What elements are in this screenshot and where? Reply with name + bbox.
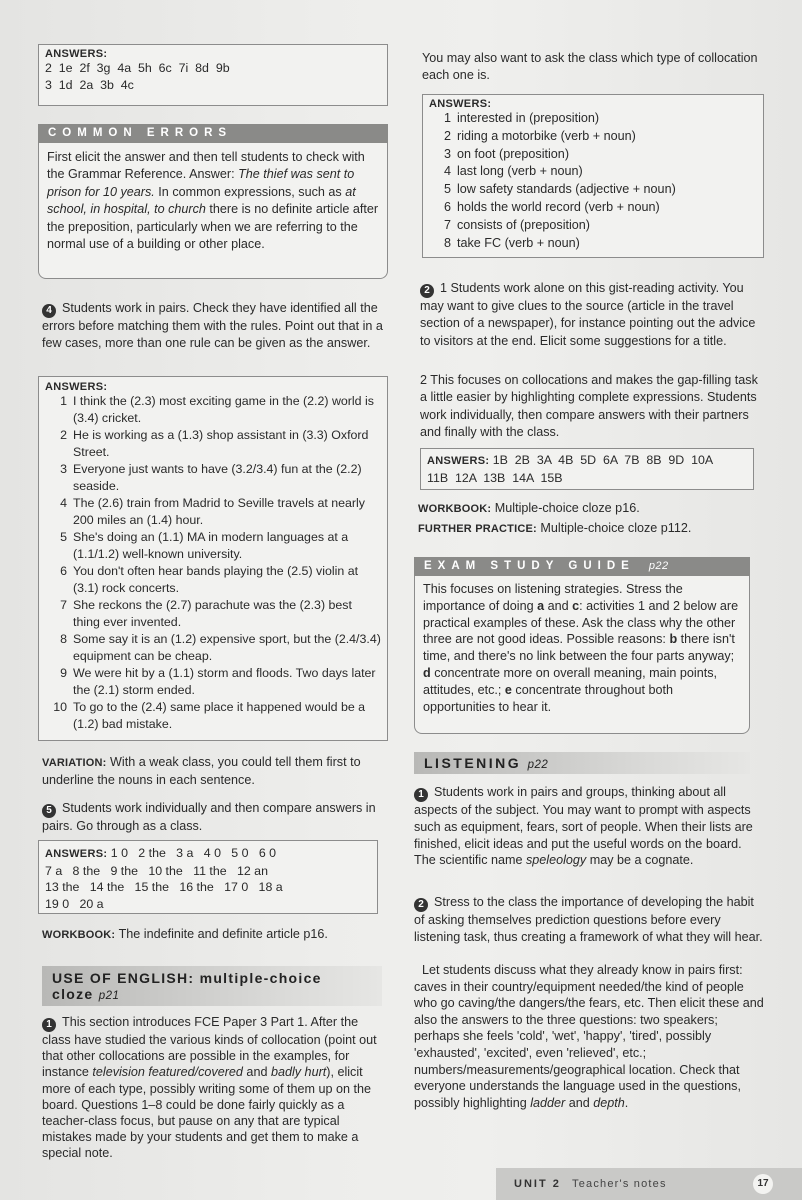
page-number: 17 [753, 1174, 773, 1194]
step-number-icon: 4 [42, 304, 56, 318]
answer-number: 6 [443, 199, 451, 214]
answers-list [429, 110, 757, 252]
answer-text: low safety standards (adjective + noun) [457, 182, 676, 197]
answer-text: She reckons the (2.7) parachute was the (2.3) best thing ever invented. [73, 598, 352, 629]
answer-item [429, 163, 757, 181]
answers-line: ANSWERS: 1B 2B 3A 4B 5D 6A 7B 8B 9D 10A [427, 453, 714, 467]
step-number-icon: 1 [414, 788, 428, 802]
answer-number: 3 [60, 462, 67, 476]
answer-item [45, 699, 381, 733]
further-practice-text: FURTHER PRACTICE: Multiple-choice cloze p112. [418, 521, 692, 535]
answers-heading: ANSWERS: [429, 98, 492, 110]
answer-number: 7 [60, 598, 67, 612]
answer-number: 1 [443, 111, 451, 125]
answer-number: 6 [60, 564, 67, 578]
footer-teachers-notes: Teacher's notes [572, 1178, 667, 1190]
answer-item [45, 393, 381, 427]
answer-text: interested in (preposition) [457, 111, 600, 125]
answer-text: take FC (verb + noun) [457, 235, 580, 250]
answer-text: We were hit by a (1.1) storm and floods. Two days later the (2.1) storm ended. [73, 666, 376, 697]
answer-number: 5 [443, 182, 451, 197]
answer-text: on foot (preposition) [457, 146, 570, 161]
workbook-left-text: WORKBOOK: The indefinite and definite article p16. [42, 927, 328, 941]
use-of-english-heading [42, 966, 382, 1006]
answer-item [429, 217, 757, 235]
answer-number: 4 [60, 496, 67, 510]
variation-text: VARIATION: With a weak class, you could tell them first to underline the nouns in each sentence. [42, 755, 361, 787]
answer-number: 1 [60, 394, 67, 408]
step-2-part-2-text: 2 This focuses on collocations and makes the gap-filling task a little easier by highlighting complete expressions. Students work individually, then compare answers with their partners and finally with the class. [420, 373, 758, 440]
answers-line: ANSWERS: 1 0 2 the 3 a 4 0 5 0 6 0 [45, 846, 277, 860]
answer-text: last long (verb + noun) [457, 164, 583, 179]
answer-number: 5 [60, 530, 67, 544]
footer-unit: UNIT 2 [514, 1178, 561, 1190]
answer-item [45, 631, 381, 665]
exam-study-guide-box [414, 576, 750, 734]
answer-item [429, 199, 757, 217]
answers-heading: ANSWERS: [45, 48, 108, 60]
answer-item [429, 181, 757, 199]
step-number-icon: 5 [42, 804, 56, 818]
answer-item [45, 495, 381, 529]
collocation-intro: You may also want to ask the class which type of collocation each one is. [422, 51, 758, 82]
answer-item [45, 665, 381, 699]
answer-number: 3 [443, 146, 451, 161]
common-errors-box [38, 143, 388, 279]
answers-line: 19 0 20 a [45, 896, 104, 911]
answer-item [429, 128, 757, 146]
answers-line: 11B 12A 13B 14A 15B [427, 470, 563, 485]
answer-text: You don't often hear bands playing the (2.5) violin at (3.1) rock concerts. [73, 564, 359, 595]
step-number-icon: 2 [414, 898, 428, 912]
section-title: USE OF ENGLISH: multiple-choice [52, 970, 322, 986]
use-of-english-step-1-text: 1 This section introduces FCE Paper 3 Part 1. After the class have studied the various kinds of collocation (point out that other collocations are possible in the examples, for instance television featured/covered and badly hurt), elicit more of each type, possibly writing some of them up on the board. Questions 1–8 could be done fairly quickly as a teacher-class focus, but pause on any that are typical mistakes made by your students and get them to make a special note. [42, 1015, 377, 1161]
answer-number: 7 [443, 217, 451, 232]
section-title: cloze [52, 986, 94, 1002]
common-errors-text: First elicit the answer and then tell students to check with the Grammar Reference. Answer: The thief was sent to prison for 10 years. In common expressions, such as at school, in hospital, to church there is no definite article after the preposition, particularly when we are referring to the normal use of a building or other place. [47, 150, 379, 252]
step-4-text: 4 Students work in pairs. Check they have identified all the errors before matching them with the rules. Point out that in a few cases, more than one rule can be given as the answer. [42, 301, 383, 351]
answer-item [429, 146, 757, 164]
answers-line: 3 1d 2a 3b 4c [45, 77, 134, 92]
answer-text: She's doing an (1.1) MA in modern languages at a (1.1/1.2) well-known university. [73, 530, 349, 561]
answers-box-2 [420, 448, 754, 490]
section-page: p21 [98, 990, 120, 1002]
answer-text: The (2.6) train from Madrid to Seville travels at nearly 200 miles an (1.4) hour. [73, 496, 365, 527]
answer-text: I think the (2.3) most exciting game in the (2.2) world is (3.4) cricket. [73, 394, 374, 425]
answers-line: 7 a 8 the 9 the 10 the 11 the 12 an [45, 863, 268, 878]
exam-study-guide-text: This focuses on listening strategies. Stress the importance of doing a and c: activities 1 and 2 below are practical examples of these. Ask the class why the other three are not good ideas. Possible reasons: b there isn't time, and there's no link between the four parts anyway; d concentrate more on overall meaning, main points, attitudes, etc.; e concentrate throughout both opportunities to hear it. [423, 582, 739, 714]
answer-item [429, 110, 757, 128]
answer-item [45, 461, 381, 495]
answer-number: 4 [443, 164, 451, 179]
listening-step-1-text: 1 Students work in pairs and groups, thinking about all aspects of the subject. You may want to prompt with aspects such as equipment, fears, sort of people. When their lists are finished, elicit ideas and put the useful words on the board. The scientific name speleology may be a cognate. [414, 785, 753, 868]
step-5-text: 5 Students work individually and then compare answers in pairs. Go through as a class. [42, 801, 376, 833]
answers-line: 13 the 14 the 15 the 16 the 17 0 18 a [45, 880, 283, 894]
answer-item [45, 529, 381, 563]
answers-box-collocations [422, 94, 764, 258]
listening-step-2-text: 2 Stress to the class the importance of developing the habit of asking themselves prediction questions before every listening task, thus creating a framework of what they will hear. [414, 895, 763, 944]
listening-step-2-part-2-text: Let students discuss what they already know in pairs first: caves in their country/equipment needed/the kind of people who go caving/the dangers/the fears, etc. Then elicit these and also the answers to the three questions: two speakers; perhaps she feels 'cold', 'wet', 'happy', 'tired', possibly 'exhausted', 'excited', even 'relieved', etc.; numbers/measurements/geographical location. Check that everyone understands the language used in the questions, possibly highlighting ladder and depth. [414, 963, 764, 1110]
answer-number: 2 [443, 128, 451, 143]
answer-text: Some say it is an (1.2) expensive sport, but the (2.4/3.4) equipment can be cheap. [73, 632, 381, 663]
answer-item [45, 597, 381, 631]
answer-text: holds the world record (verb + noun) [457, 199, 660, 214]
page-footer [496, 1168, 802, 1200]
listening-heading: LISTENING p22 [414, 752, 750, 774]
step-number-icon: 1 [42, 1018, 56, 1032]
answer-number: 8 [60, 632, 67, 646]
answers-line: 2 1e 2f 3g 4a 5h 6c 7i 8d 9b [45, 61, 230, 75]
answer-number: 2 [60, 428, 67, 442]
answer-item [45, 427, 381, 461]
answers-heading: ANSWERS: [45, 381, 108, 393]
common-errors-bar: COMMON ERRORS [38, 124, 388, 143]
answer-text: To go to the (2.4) same place it happened would be a (1.2) bad mistake. [73, 700, 366, 731]
answers-list [45, 393, 381, 733]
answers-box-5 [38, 840, 378, 914]
step-number-icon: 2 [420, 284, 434, 298]
exam-study-guide-bar: EXAM STUDY GUIDE p22 [414, 557, 750, 576]
answer-text: consists of (preposition) [457, 217, 590, 232]
step-2-text: 2 1 Students work alone on this gist-reading activity. You may want to give clues to the source (article in the travel section of a newspaper), for instance pointing out the advice to visitors at the end. Elicit some suggestions for a title. [420, 281, 756, 348]
answer-text: Everyone just wants to have (3.2/3.4) fun at the (2.2) seaside. [73, 462, 362, 493]
answer-number: 9 [60, 666, 67, 680]
answer-number: 10 [53, 700, 67, 714]
answer-text: riding a motorbike (verb + noun) [457, 128, 636, 143]
answer-item [429, 235, 757, 253]
answer-text: He is working as a (1.3) shop assistant in (3.3) Oxford Street. [73, 428, 369, 459]
answers-box-4 [38, 376, 388, 741]
answer-number: 8 [443, 235, 451, 250]
answer-item [45, 563, 381, 597]
workbook-right-text: WORKBOOK: Multiple-choice cloze p16. [418, 501, 640, 515]
answers-box-1 [38, 44, 388, 106]
